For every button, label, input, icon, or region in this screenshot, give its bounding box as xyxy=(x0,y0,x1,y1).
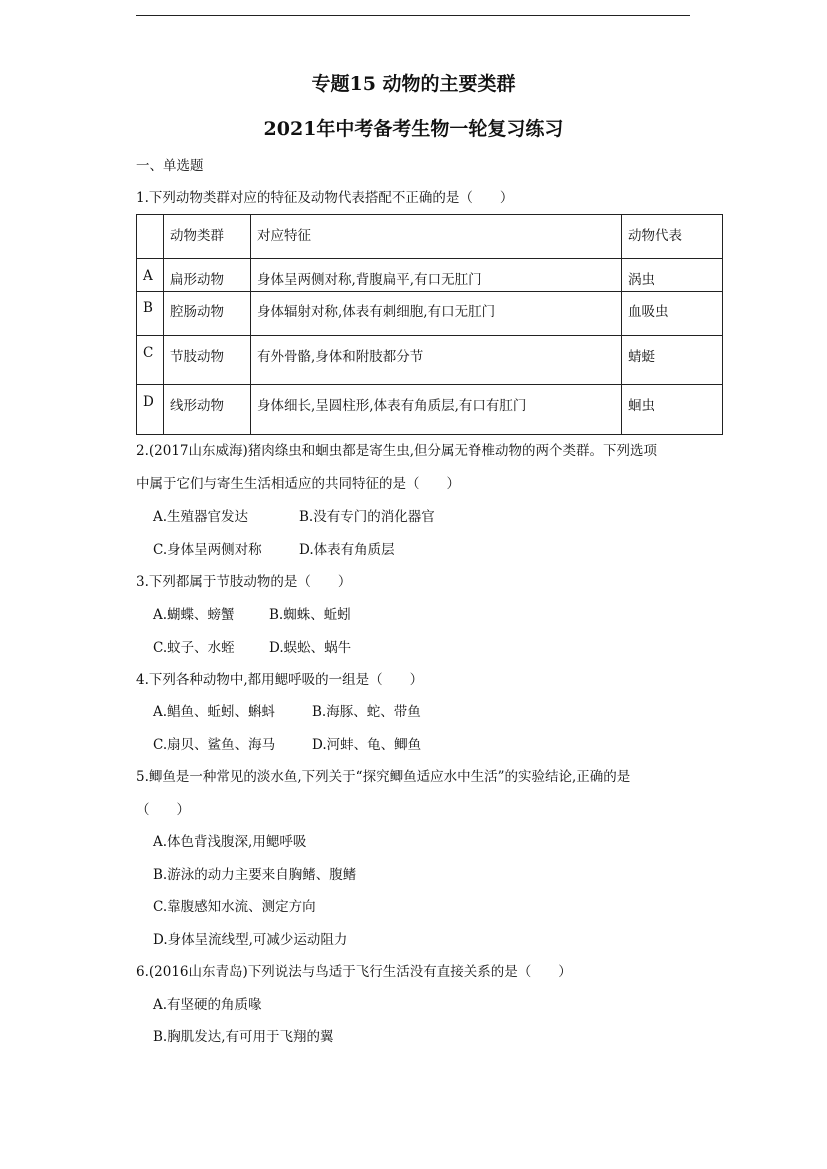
table-cell: 蜻蜓 xyxy=(622,336,723,385)
q1-stem: 1.下列动物类群对应的特征及动物代表搭配不正确的是（ ） xyxy=(136,190,514,206)
table-cell: 腔肠动物 xyxy=(164,292,251,336)
table-cell: 身体辐射对称,体表有刺细胞,有口无肛门 xyxy=(251,292,622,336)
page-subtitle: 2021年中考备考生物一轮复习练习 xyxy=(263,118,564,140)
q5-option-a: A.体色背浅腹深,用鳃呼吸 xyxy=(153,834,307,850)
table-cell: 身体呈两侧对称,背腹扁平,有口无肛门 xyxy=(251,259,622,292)
q5-option-b: B.游泳的动力主要来自胸鳍、腹鳍 xyxy=(153,867,357,883)
q2-option-b: B.没有专门的消化器官 xyxy=(299,509,435,525)
table-cell: 涡虫 xyxy=(622,259,723,292)
q5-option-c: C.靠腹感知水流、测定方向 xyxy=(153,899,316,915)
q1-table xyxy=(136,214,723,435)
q6-stem: 6.(2016山东青岛)下列说法与鸟适于飞行生活没有直接关系的是（ ） xyxy=(136,964,572,980)
q4-option-c: C.扇贝、鲨鱼、海马 xyxy=(153,737,276,753)
q3-option-b: B.蜘蛛、蚯蚓 xyxy=(269,607,351,623)
q6-option-a: A.有坚硬的角质喙 xyxy=(153,997,262,1013)
table-cell: 扁形动物 xyxy=(164,259,251,292)
q2-stem-line1: 2.(2017山东威海)猪肉绦虫和蛔虫都是寄生虫,但分属无脊椎动物的两个类群。下列选项 xyxy=(136,443,658,459)
table-cell: 身体细长,呈圆柱形,体表有角质层,有口有肛门 xyxy=(251,385,622,435)
header-rule xyxy=(136,15,690,16)
q4-option-d: D.河蚌、龟、鲫鱼 xyxy=(312,737,422,753)
q4-stem: 4.下列各种动物中,都用鳃呼吸的一组是（ ） xyxy=(136,672,424,688)
q3-stem: 3.下列都属于节肢动物的是（ ） xyxy=(136,574,352,590)
table-cell: 节肢动物 xyxy=(164,336,251,385)
table-cell: 线形动物 xyxy=(164,385,251,435)
q5-stem-line2: （ ） xyxy=(136,802,190,818)
table-header-cell xyxy=(137,215,164,259)
q3-option-d: D.蜈蚣、蜗牛 xyxy=(269,640,352,656)
table-cell: D xyxy=(137,385,164,435)
q2-option-c: C.身体呈两侧对称 xyxy=(153,542,262,558)
table-cell: 血吸虫 xyxy=(622,292,723,336)
table-row xyxy=(137,336,723,385)
q6-option-b: B.胸肌发达,有可用于飞翔的翼 xyxy=(153,1029,334,1045)
q3-option-c: C.蚊子、水蛭 xyxy=(153,640,235,656)
q4-option-a: A.鲳鱼、蚯蚓、蝌蚪 xyxy=(153,704,276,720)
q2-option-a: A.生殖器官发达 xyxy=(153,509,249,525)
q4-option-b: B.海豚、蛇、带鱼 xyxy=(312,704,421,720)
table-header-cell: 对应特征 xyxy=(251,215,622,259)
q2-option-d: D.体表有角质层 xyxy=(299,542,395,558)
page-title: 专题15 动物的主要类群 xyxy=(311,73,516,95)
q3-option-a: A.蝴蝶、螃蟹 xyxy=(153,607,235,623)
section-heading: 一、单选题 xyxy=(136,158,204,174)
q5-option-d: D.身体呈流线型,可减少运动阻力 xyxy=(153,932,348,948)
q5-stem-line1: 5.鲫鱼是一种常见的淡水鱼,下列关于“探究鲫鱼适应水中生活”的实验结论,正确的是 xyxy=(136,769,631,785)
table-cell: 有外骨骼,身体和附肢都分节 xyxy=(251,336,622,385)
table-cell: C xyxy=(137,336,164,385)
table-header-row xyxy=(137,215,723,259)
table-cell: A xyxy=(137,259,164,292)
table-row xyxy=(137,385,723,435)
table-cell: 蛔虫 xyxy=(622,385,723,435)
table-row xyxy=(137,259,723,292)
table-cell: B xyxy=(137,292,164,336)
table-header-cell: 动物代表 xyxy=(622,215,723,259)
q2-stem-line2: 中属于它们与寄生生活相适应的共同特征的是（ ） xyxy=(136,476,460,492)
table-header-cell: 动物类群 xyxy=(164,215,251,259)
table-row xyxy=(137,292,723,336)
